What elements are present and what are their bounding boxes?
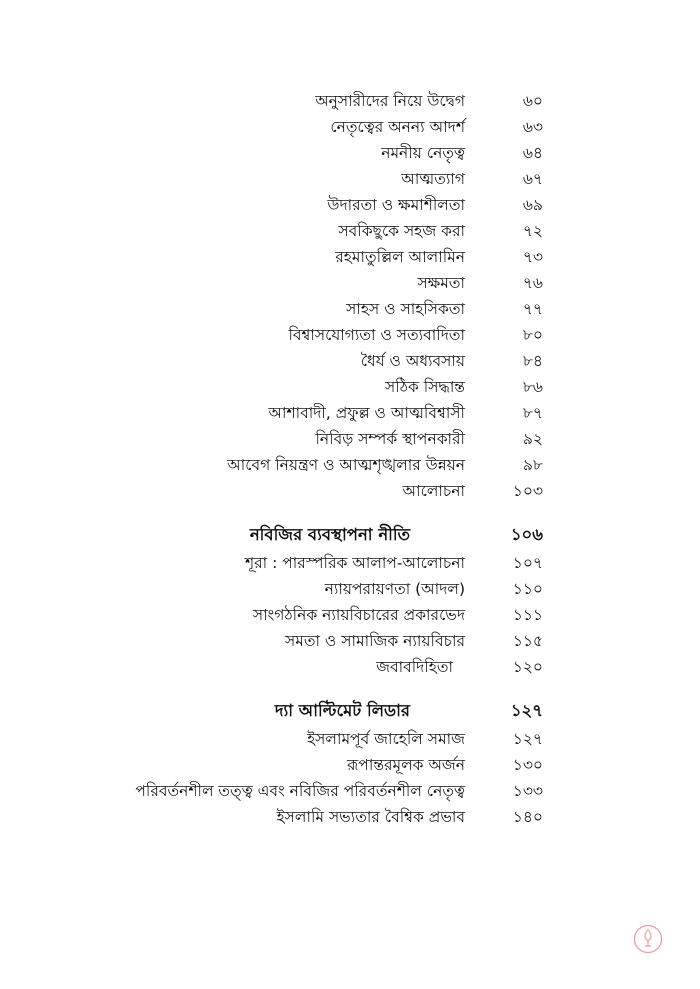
toc-entry bbox=[0, 140, 700, 166]
toc-entry-title: সঠিক সিদ্ধান্ত bbox=[385, 378, 465, 396]
toc-section-heading bbox=[0, 698, 700, 724]
toc-entry bbox=[0, 192, 700, 218]
section-page: ১০৬ bbox=[510, 525, 543, 544]
toc-entry-title: সমতা ও সামাজিক ন্যায়বিচার bbox=[285, 632, 465, 650]
toc-entry bbox=[0, 602, 700, 628]
toc-entry bbox=[0, 778, 700, 804]
toc-entry bbox=[0, 296, 700, 322]
toc-entry-page: ৭২ bbox=[522, 222, 543, 240]
toc-entry bbox=[0, 426, 700, 452]
toc-entry-title: জবাবদিহিতা bbox=[376, 658, 453, 676]
toc-entry-page: ১১৫ bbox=[512, 632, 543, 650]
toc-entry-title: শূরা : পারস্পরিক আলাপ-আলোচনা bbox=[244, 554, 465, 572]
publisher-logo-icon bbox=[633, 924, 663, 954]
section-title: নবিজির ব্যবস্থাপনা নীতি bbox=[249, 525, 410, 544]
toc-entry bbox=[0, 654, 700, 680]
toc-entry-title: আলোচনা bbox=[402, 482, 465, 500]
toc-entry bbox=[0, 114, 700, 140]
toc-entry bbox=[0, 478, 700, 504]
toc-entry bbox=[0, 400, 700, 426]
toc-entry bbox=[0, 88, 700, 114]
toc-entry-page: ৮৭ bbox=[522, 404, 543, 422]
toc-entry-title: আশাবাদী, প্রফুল্ল ও আত্মবিশ্বাসী bbox=[268, 404, 465, 422]
toc-entry bbox=[0, 752, 700, 778]
toc-entry-title: ইসলামি সভ্যতার বৈশ্বিক প্রভাব bbox=[276, 808, 465, 826]
toc-entry bbox=[0, 218, 700, 244]
toc-entry-page: ১২০ bbox=[512, 658, 543, 676]
toc-entry-title: ন্যায়পরায়ণতা (আদল) bbox=[324, 580, 465, 598]
toc-entry-page: ৬৪ bbox=[522, 144, 543, 162]
toc-entry bbox=[0, 374, 700, 400]
toc-entry-title: ধৈর্য ও অধ্যবসায় bbox=[360, 352, 465, 370]
toc-entry-page: ৭৭ bbox=[522, 300, 543, 318]
toc-entry bbox=[0, 804, 700, 830]
toc-entry-title: রূপান্তরমূলক অর্জন bbox=[347, 756, 465, 774]
toc-entry bbox=[0, 628, 700, 654]
toc-entry-title: রহমাতুল্লিল আলামিন bbox=[335, 248, 465, 266]
toc-entry-title: সাহস ও সাহসিকতা bbox=[346, 300, 465, 318]
toc-entry-title: পরিবর্তনশীল তত্ত্ব এবং নবিজির পরিবর্তনশীল নেতৃত্ব bbox=[135, 782, 465, 800]
toc-entry-page: ১৩০ bbox=[512, 756, 543, 774]
toc-entry bbox=[0, 322, 700, 348]
toc-entry-page: ১০৩ bbox=[512, 482, 543, 500]
toc-entry-title: সক্ষমতা bbox=[417, 274, 465, 292]
toc-entry-page: ৬৭ bbox=[522, 170, 543, 188]
toc-entry-page: ১১০ bbox=[512, 580, 543, 598]
toc-entry-title: উদারতা ও ক্ষমাশীলতা bbox=[327, 196, 465, 214]
toc-entry-title: নিবিড় সম্পর্ক স্থাপনকারী bbox=[315, 430, 465, 448]
toc-entry bbox=[0, 576, 700, 602]
toc-entry-title: বিশ্বাসযোগ্যতা ও সত্যবাদিতা bbox=[288, 326, 465, 344]
section-page: ১২৭ bbox=[510, 701, 543, 720]
toc-entry-page: ৯২ bbox=[522, 430, 543, 448]
toc-entry-title: নেতৃত্বের অনন্য আদর্শ bbox=[330, 118, 465, 136]
toc-entry-page: ৭৬ bbox=[522, 274, 543, 292]
toc-entry-page: ১২৭ bbox=[512, 730, 543, 748]
toc-entry bbox=[0, 244, 700, 270]
toc-entry-title: সবকিছুকে সহজ করা bbox=[338, 222, 465, 240]
toc-entry-title: ইসলামপূর্ব জাহেলি সমাজ bbox=[307, 730, 465, 748]
toc-entry-page: ১৪০ bbox=[512, 808, 543, 826]
toc-entry-page: ৬৩ bbox=[522, 118, 543, 136]
toc-entry-title: আবেগ নিয়ন্ত্রণ ও আত্মশৃঙ্খলার উন্নয়ন bbox=[227, 456, 465, 474]
section-title: দ্যা আল্টিমেট লিডার bbox=[274, 701, 410, 720]
toc-entry bbox=[0, 270, 700, 296]
toc-entry-page: ৯৮ bbox=[522, 456, 543, 474]
toc-entry-page: ১০৭ bbox=[512, 554, 543, 572]
toc-section-heading bbox=[0, 522, 700, 548]
toc-entry-page: ৬৯ bbox=[522, 196, 543, 214]
toc-entry-page: ৭৩ bbox=[522, 248, 543, 266]
toc-entry-title: অনুসারীদের নিয়ে উদ্বেগ bbox=[315, 92, 465, 110]
toc-entry-page: ৮৪ bbox=[522, 352, 543, 370]
toc-entry-page: ৮০ bbox=[522, 326, 543, 344]
toc-entry-title: সাংগঠনিক ন্যায়বিচারের প্রকারভেদ bbox=[252, 606, 465, 624]
toc-entry-title: নমনীয় নেতৃত্ব bbox=[381, 144, 465, 162]
toc-entry bbox=[0, 452, 700, 478]
toc-entry bbox=[0, 550, 700, 576]
toc-entry bbox=[0, 166, 700, 192]
toc-entry-title: আত্মত্যাগ bbox=[401, 170, 465, 188]
toc-entry-page: ১৩৩ bbox=[512, 782, 543, 800]
toc-entry-page: ৬০ bbox=[522, 92, 543, 110]
toc-entry bbox=[0, 348, 700, 374]
toc-entry-page: ৮৬ bbox=[522, 378, 543, 396]
toc-entry-page: ১১১ bbox=[512, 606, 543, 624]
toc-entry bbox=[0, 726, 700, 752]
